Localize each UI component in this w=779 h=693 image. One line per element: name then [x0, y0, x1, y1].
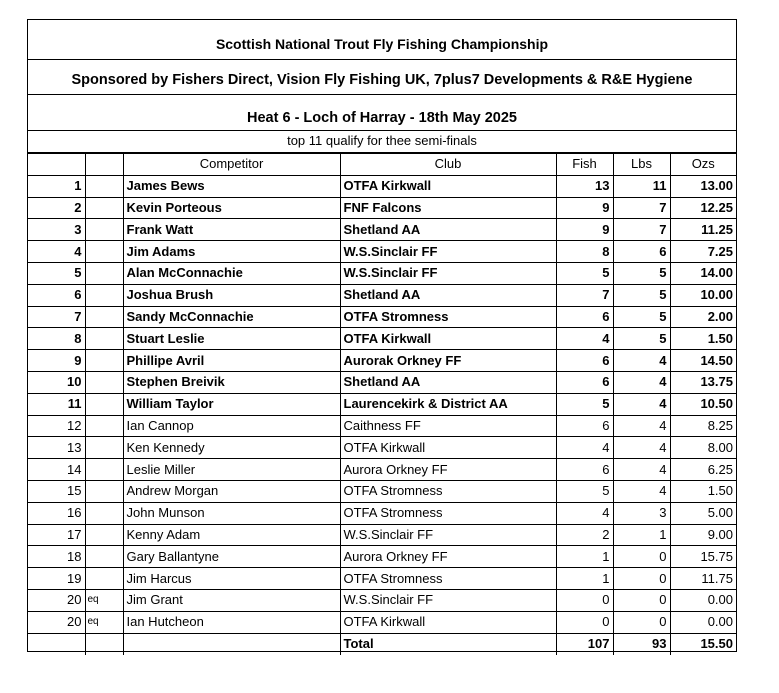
competitor-name: Ian Cannop	[123, 415, 340, 437]
fish-count: 6	[556, 459, 613, 481]
header-fish: Fish	[556, 154, 613, 176]
weight-lbs: 5	[613, 328, 670, 350]
competitor-name: Stuart Leslie	[123, 328, 340, 350]
tie-marker	[85, 328, 123, 350]
weight-lbs: 4	[613, 371, 670, 393]
position: 5	[28, 262, 85, 284]
table-row	[28, 175, 736, 197]
fish-count: 9	[556, 219, 613, 241]
table-row	[28, 568, 736, 590]
position: 9	[28, 350, 85, 372]
position: 7	[28, 306, 85, 328]
table-row	[28, 306, 736, 328]
competitor-name: Alan McConnachie	[123, 262, 340, 284]
position: 20	[28, 611, 85, 633]
position: 16	[28, 502, 85, 524]
weight-ozs: 10.00	[670, 284, 736, 306]
weight-ozs: 13.75	[670, 371, 736, 393]
competitor-name: Andrew Morgan	[123, 480, 340, 502]
total-lbs: 93	[613, 633, 670, 655]
tie-marker	[85, 284, 123, 306]
club-name: OTFA Kirkwall	[340, 175, 556, 197]
table-row	[28, 546, 736, 568]
fish-count: 7	[556, 284, 613, 306]
tie-marker: eq	[85, 611, 123, 633]
header-pos	[28, 154, 85, 176]
competitor-name: Sandy McConnachie	[123, 306, 340, 328]
table-row	[28, 371, 736, 393]
weight-ozs: 2.00	[670, 306, 736, 328]
weight-lbs: 5	[613, 306, 670, 328]
table-row	[28, 284, 736, 306]
fish-count: 6	[556, 371, 613, 393]
table-row	[28, 350, 736, 372]
weight-lbs: 5	[613, 284, 670, 306]
total-row	[28, 633, 736, 655]
tie-marker	[85, 546, 123, 568]
club-name: Laurencekirk & District AA	[340, 393, 556, 415]
position: 18	[28, 546, 85, 568]
club-name: Aurora Orkney FF	[340, 546, 556, 568]
weight-lbs: 4	[613, 459, 670, 481]
weight-ozs: 0.00	[670, 589, 736, 611]
fish-count: 6	[556, 415, 613, 437]
results-sheet	[27, 19, 737, 652]
competitor-name: Jim Adams	[123, 241, 340, 263]
table-row	[28, 197, 736, 219]
position: 13	[28, 437, 85, 459]
fish-count: 6	[556, 350, 613, 372]
total-label: Total	[340, 633, 556, 655]
weight-lbs: 0	[613, 611, 670, 633]
results-table	[28, 153, 736, 655]
weight-lbs: 6	[613, 241, 670, 263]
championship-title: Scottish National Trout Fly Fishing Championship	[28, 20, 736, 60]
weight-ozs: 5.00	[670, 502, 736, 524]
club-name: Shetland AA	[340, 284, 556, 306]
tie-marker	[85, 219, 123, 241]
header-ozs: Ozs	[670, 154, 736, 176]
tie-marker	[85, 197, 123, 219]
table-row	[28, 437, 736, 459]
total-competitor	[123, 633, 340, 655]
weight-ozs: 8.00	[670, 437, 736, 459]
weight-ozs: 11.75	[670, 568, 736, 590]
sponsors-line: Sponsored by Fishers Direct, Vision Fly Fishing UK, 7plus7 Developments & R&E Hygiene	[28, 60, 736, 95]
competitor-name: Kevin Porteous	[123, 197, 340, 219]
competitor-name: Ian Hutcheon	[123, 611, 340, 633]
club-name: W.S.Sinclair FF	[340, 589, 556, 611]
heat-title: Heat 6 - Loch of Harray - 18th May 2025	[28, 95, 736, 131]
weight-ozs: 1.50	[670, 480, 736, 502]
position: 14	[28, 459, 85, 481]
club-name: W.S.Sinclair FF	[340, 524, 556, 546]
position: 19	[28, 568, 85, 590]
table-row	[28, 524, 736, 546]
table-row	[28, 611, 736, 633]
weight-lbs: 4	[613, 350, 670, 372]
weight-ozs: 12.25	[670, 197, 736, 219]
competitor-name: Kenny Adam	[123, 524, 340, 546]
total-pos	[28, 633, 85, 655]
weight-lbs: 11	[613, 175, 670, 197]
tie-marker	[85, 524, 123, 546]
weight-ozs: 15.75	[670, 546, 736, 568]
weight-ozs: 0.00	[670, 611, 736, 633]
weight-ozs: 6.25	[670, 459, 736, 481]
fish-count: 2	[556, 524, 613, 546]
fish-count: 4	[556, 437, 613, 459]
competitor-name: William Taylor	[123, 393, 340, 415]
tie-marker	[85, 502, 123, 524]
tie-marker	[85, 306, 123, 328]
competitor-name: Stephen Breivik	[123, 371, 340, 393]
position: 2	[28, 197, 85, 219]
total-eq	[85, 633, 123, 655]
header-club: Club	[340, 154, 556, 176]
weight-lbs: 1	[613, 524, 670, 546]
fish-count: 0	[556, 589, 613, 611]
fish-count: 5	[556, 393, 613, 415]
table-row	[28, 480, 736, 502]
table-row	[28, 219, 736, 241]
position: 1	[28, 175, 85, 197]
tie-marker	[85, 415, 123, 437]
table-row	[28, 328, 736, 350]
fish-count: 0	[556, 611, 613, 633]
position: 15	[28, 480, 85, 502]
fish-count: 5	[556, 262, 613, 284]
club-name: Aurora Orkney FF	[340, 459, 556, 481]
weight-lbs: 3	[613, 502, 670, 524]
weight-lbs: 0	[613, 546, 670, 568]
weight-ozs: 10.50	[670, 393, 736, 415]
weight-lbs: 4	[613, 480, 670, 502]
weight-lbs: 4	[613, 437, 670, 459]
competitor-name: Frank Watt	[123, 219, 340, 241]
fish-count: 4	[556, 328, 613, 350]
position: 10	[28, 371, 85, 393]
table-row	[28, 393, 736, 415]
table-row	[28, 262, 736, 284]
fish-count: 5	[556, 480, 613, 502]
club-name: OTFA Stromness	[340, 480, 556, 502]
competitor-name: James Bews	[123, 175, 340, 197]
position: 11	[28, 393, 85, 415]
table-row	[28, 241, 736, 263]
competitor-name: John Munson	[123, 502, 340, 524]
club-name: OTFA Kirkwall	[340, 611, 556, 633]
competitor-name: Jim Grant	[123, 589, 340, 611]
header-lbs: Lbs	[613, 154, 670, 176]
club-name: Caithness FF	[340, 415, 556, 437]
weight-lbs: 7	[613, 197, 670, 219]
weight-ozs: 13.00	[670, 175, 736, 197]
tie-marker	[85, 568, 123, 590]
club-name: Shetland AA	[340, 219, 556, 241]
tie-marker	[85, 459, 123, 481]
tie-marker	[85, 175, 123, 197]
tie-marker	[85, 241, 123, 263]
weight-lbs: 0	[613, 568, 670, 590]
competitor-name: Ken Kennedy	[123, 437, 340, 459]
fish-count: 8	[556, 241, 613, 263]
club-name: OTFA Kirkwall	[340, 437, 556, 459]
qualify-note: top 11 qualify for thee semi-finals	[28, 131, 736, 153]
weight-lbs: 7	[613, 219, 670, 241]
club-name: W.S.Sinclair FF	[340, 262, 556, 284]
weight-ozs: 1.50	[670, 328, 736, 350]
weight-ozs: 8.25	[670, 415, 736, 437]
fish-count: 6	[556, 306, 613, 328]
position: 3	[28, 219, 85, 241]
header-row	[28, 154, 736, 176]
weight-ozs: 11.25	[670, 219, 736, 241]
tie-marker	[85, 371, 123, 393]
club-name: OTFA Kirkwall	[340, 328, 556, 350]
competitor-name: Leslie Miller	[123, 459, 340, 481]
tie-marker	[85, 262, 123, 284]
table-row	[28, 589, 736, 611]
position: 6	[28, 284, 85, 306]
competitor-name: Gary Ballantyne	[123, 546, 340, 568]
club-name: OTFA Stromness	[340, 568, 556, 590]
position: 4	[28, 241, 85, 263]
weight-lbs: 4	[613, 393, 670, 415]
club-name: Aurorak Orkney FF	[340, 350, 556, 372]
fish-count: 9	[556, 197, 613, 219]
tie-marker	[85, 393, 123, 415]
club-name: FNF Falcons	[340, 197, 556, 219]
club-name: Shetland AA	[340, 371, 556, 393]
total-ozs: 15.50	[670, 633, 736, 655]
club-name: OTFA Stromness	[340, 502, 556, 524]
position: 20	[28, 589, 85, 611]
tie-marker	[85, 350, 123, 372]
table-row	[28, 502, 736, 524]
competitor-name: Jim Harcus	[123, 568, 340, 590]
position: 17	[28, 524, 85, 546]
weight-ozs: 14.50	[670, 350, 736, 372]
fish-count: 13	[556, 175, 613, 197]
tie-marker	[85, 437, 123, 459]
total-fish: 107	[556, 633, 613, 655]
header-competitor: Competitor	[123, 154, 340, 176]
fish-count: 1	[556, 568, 613, 590]
weight-lbs: 4	[613, 415, 670, 437]
position: 12	[28, 415, 85, 437]
table-row	[28, 415, 736, 437]
tie-marker: eq	[85, 589, 123, 611]
club-name: OTFA Stromness	[340, 306, 556, 328]
weight-lbs: 5	[613, 262, 670, 284]
weight-ozs: 9.00	[670, 524, 736, 546]
club-name: W.S.Sinclair FF	[340, 241, 556, 263]
competitor-name: Phillipe Avril	[123, 350, 340, 372]
fish-count: 4	[556, 502, 613, 524]
competitor-name: Joshua Brush	[123, 284, 340, 306]
weight-ozs: 7.25	[670, 241, 736, 263]
weight-ozs: 14.00	[670, 262, 736, 284]
tie-marker	[85, 480, 123, 502]
position: 8	[28, 328, 85, 350]
fish-count: 1	[556, 546, 613, 568]
header-eq	[85, 154, 123, 176]
table-row	[28, 459, 736, 481]
weight-lbs: 0	[613, 589, 670, 611]
